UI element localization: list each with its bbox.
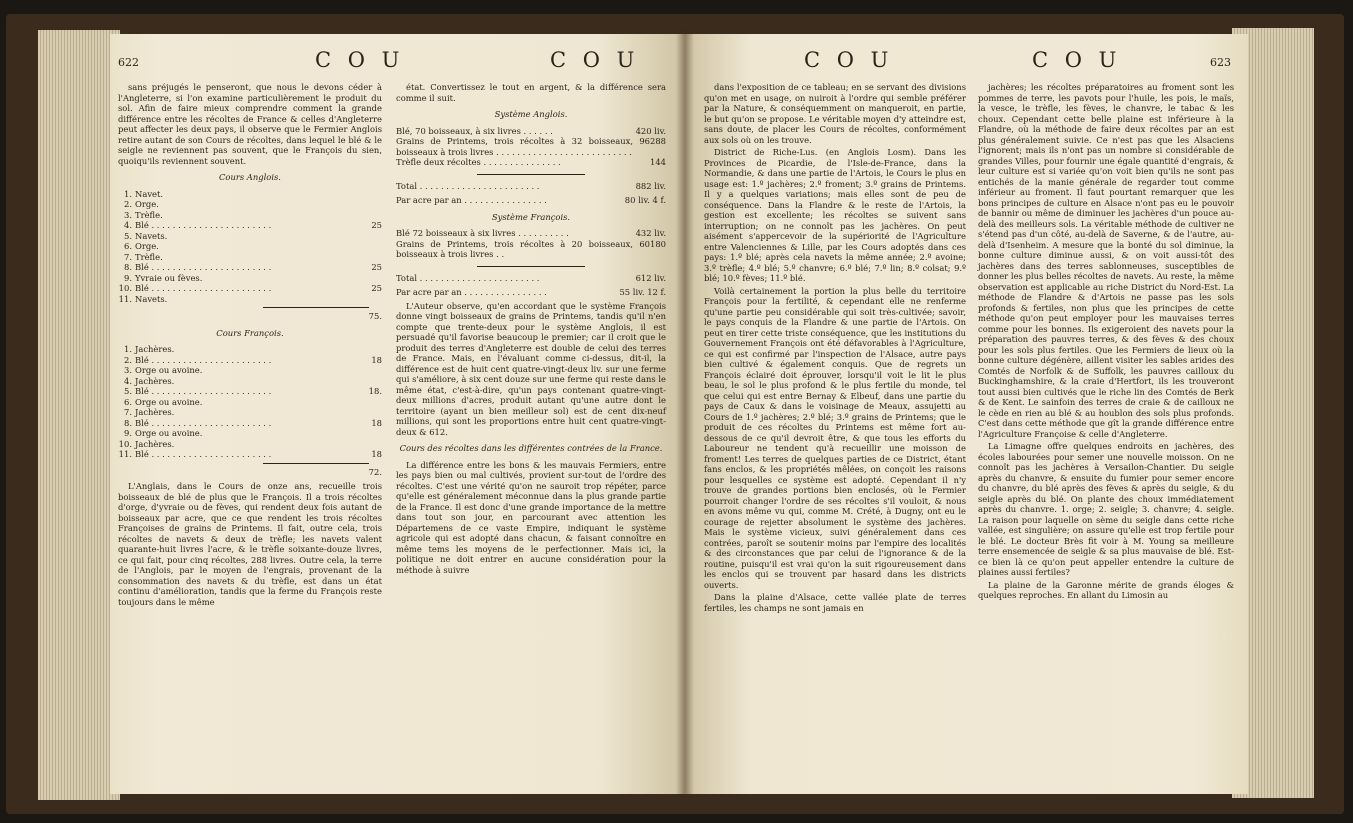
body-paragraph: jachères; les récoltes préparatoires au froment sont les pommes de terre, les pavots pour l'huile, les pois, le maïs, la vesce, le trèfle, les fèves, le chanvre, le tabac & les choux. Cependant cette belle plaine est inférieure à la Flandre, où la méthode de faire deux récoltes par an est plus généralement suivie. Ce n'est pas que les Alsaciens l'ignorent; mais ils n'ont pas un nombre si considérable de grandes Villes, pour fournir une égale quantité d'engrais, & leur culture est si variée qu'on voit bien qu'ils ne sont pas entichés de la manie générale de regarder tout comme inférieur au froment. Il faut pourtant remarquer que les bons principes de culture en Alsace n'ont pas eu le pouvoir de bannir ou même de diminuer les jachères d'un pouce au-delà des meilleurs sols. La véritable méthode de cultiver ne s'étend pas d'un côté, au-delà de Saverne, & de l'autre, au-delà d'Isenheim. A mesure que la bonté du sol diminue, la bonne culture diminue aussi, & on voit aussi-tôt des jachères dans des terres sablonneuses, susceptibles de donner les plus belles récoltes de navets. Au reste, la même observation est applicable au riche District du Nord-Est. La méthode de Flandre & d'Artois ne passe pas les sols profonds & fertiles, non plus que les principes de cette méthode qu'on peut employer pour les mauvaises terres comme pour les bonnes. Ils exigeroient des navets pour la préparation des pauvres terres, & des fèves & des choux pour les sols plus fertiles. Que les Fermiers de lieux où la bonne culture dégénère, aillent visiter les sables arides des Comtés de Norfolk & de Suffolk, les pauvres cailloux du Buckinghamshire, & la craie d'Hertfort, ils les trouveront tout aussi bien cultivés que le riche lin des Comtés de Berk & de Kent. Le sainfoin des terres de craie & de cailloux ne le cède en rien au blé & au houblon des sols plus profonds. C'est dans cette méthode que gît la grande différence entre l'Agriculture Françoise & celle d'Angleterre. [978, 82, 1234, 439]
table-row: 8. Blé . . . . . . . . . . . . . . . . . . . . . . . 25 [124, 262, 382, 272]
section-title: Cours des récoltes dans les différentes contrées de la France. [399, 443, 663, 453]
cours-anglois-title: Cours Anglois. [219, 172, 281, 182]
sum-rule [263, 307, 369, 308]
amount-row: Blé, 70 boisseaux, à six livres . . . . . . 420 liv. [396, 125, 666, 136]
body-paragraph: dans l'exposition de ce tableau; en se servant des divisions qu'on met en usage, on nuiroit à l'ordre qui semble préférer par la Nature, & conséquemment on manqueroit, en partie, le but qu'on se propose. Le véritable moyen d'y atteindre est, sans doute, de placer les Cours de récoltes, conformément aux sols où on les trouve. [704, 82, 966, 145]
amount-row: Trèfle deux récoltes . . . . . . . . . . . . . . . 144 [396, 157, 666, 167]
left-page-edges [38, 30, 120, 800]
table-row: 11. Blé . . . . . . . . . . . . . . . . . . . . . . . 18 [118, 449, 382, 459]
sum-rule [263, 463, 369, 464]
left-running-head-2: C O U [550, 48, 640, 72]
systeme-anglois-title: Système Anglois. [494, 109, 568, 119]
right-running-head: C O U [804, 48, 894, 72]
table-row: 10. Jachères. [118, 438, 175, 449]
cours-anglois-table [118, 189, 382, 305]
table-row: 11. Navets. [118, 293, 168, 304]
sum-rule [477, 174, 585, 175]
francois-total: 72. [368, 466, 382, 477]
intro-paragraph: état. Convertissez le tout en argent, & la différence sera comme il suit. [396, 82, 666, 103]
systeme-francois-title: Système François. [491, 211, 571, 222]
sum-rule [477, 266, 585, 267]
body-paragraph: Voilà certainement la portion la plus belle du territoire François pour la fertilité, & cependant elle ne renferme qu'une partie peu considérable qui soit très-cultivée; savoir, le pays conquis de la Flandre & une partie de l'Artois. On peut en tirer cette triste conséquence, que les institutions du Gouvernement François ont été défavorables à l'Agriculture, ce qui est confirmé par l'inspection de l'Alsace, autre pays bien cultivé & également conquis. Que de regrets un François éclairé doit éprouver, lorsqu'il voit le lit le plus beau, le sol le plus profond & le plus fertile du monde, tel que celui qui est entre Bernay & Elbeuf, dans une partie du pays de Caux & dans le voisinage de Meaux, assujetti au Cours de 1.º jachères; 2.º blé; 3.º grains de Printems; que le produit de ces récoltes du Printems est même fort au-dessous de ce qu'il devroit être, & que tous les efforts du Laboureur ne tendent qu'à recueillir une moisson de froment! Les terres de quelques parties de ce District, étant fans enclos, & les propriétés mêlées, on conçoit les raisons pour lesquelles ce système est adopté. Cependant il n'y trouve de grandes portions bien enclosés, où le Fermier pourroit changer l'ordre de ses récoltes s'il vouloit, & nous en avons même vu qui, comme M. Crété, à Dugny, ont eu le courage de rejetter absolument le système des jachères. Mais le système vicieux, suivi généralement dans ces contrées, paroît se soutenir moins par l'empire des localités & des circonstances que par celui de l'ignorance & de la routine, puisqu'il est vrai qu'on la suit rigoureusement dans les enclos qui se trouvent par hasard dans les districts ouverts. [704, 285, 966, 590]
table-row: 5. Navets. [124, 230, 168, 241]
table-row: 4. Jachères. [124, 375, 175, 386]
table-row: 9. Yvraie ou fèves. [124, 272, 203, 283]
cours-francois-table [118, 344, 382, 460]
total-row: Total . . . . . . . . . . . . . . . . . . . . . . . 612 liv. [396, 272, 666, 283]
right-page-number: 623 [1210, 56, 1231, 69]
table-row: 10. Blé . . . . . . . . . . . . . . . . . . . . . . . 25 [118, 283, 382, 293]
left-column-2 [396, 82, 666, 577]
right-running-head-2: C O U [1032, 48, 1122, 72]
intro-paragraph: sans préjugés le penseront, que nous le devons céder à l'Angleterre, si l'on examine particulièrement le produit du sol. Afin de faire mieux comprendre comment la grande différence entre les récoltes de France & celles d'Angleterre peut affecter les deux pays, il observe que le Fermier Anglois retire autant de son Cours de récoltes, dans lequel le blé & le seigle ne reviennent pas souvent, que le François du sien, quoiqu'ils reviennent souvent. [118, 82, 382, 166]
table-row: 5. Blé . . . . . . . . . . . . . . . . . . . . . . . 18. [124, 386, 382, 396]
left-page-number: 622 [118, 56, 139, 69]
table-row: 3. Orge ou avoine. [124, 365, 203, 375]
table-row: 2. Blé . . . . . . . . . . . . . . . . . . . . . . . 18 [124, 354, 382, 365]
table-row: 6. Orge ou avoine. [124, 396, 203, 407]
table-row: 7. Jachères. [124, 407, 175, 417]
table-row: 2. Orge. [124, 199, 159, 209]
table-row: 1. Jachères. [124, 344, 175, 354]
table-row: 3. Trèfle. [124, 209, 163, 220]
per-acre-row: Par acre par an . . . . . . . . . . . . . . . . 80 liv. 4 f. [396, 195, 666, 205]
amount-row: Grains de Printems, trois récoltes à 32 boisseaux, 96 boisseaux à trois livres . . . . . . . . . . . . . . . . . . . . . . . . . . 288 [396, 136, 666, 157]
table-row: 9. Orge ou avoine. [124, 428, 203, 438]
right-column-1 [704, 82, 966, 615]
body-paragraph: L'Auteur observe, qu'en accordant que le système François donne vingt boisseaux de grains de Printems, tandis qu'il n'en compte que trente-deux pour le système Anglois, il est persuadé qu'il favorise beaucoup le premier; car il croit que le produit des terres d'Angleterre est double de celui des terres de France. Mais, en l'évaluant comme ci-dessus, dit-il, la différence est de huit cent quatre-vingt-deux liv. sur une ferme qui s'améliore, à six cent douze sur une ferme qui reste dans le même état, c'est-à-dire, qu'un pays contenant quatre-vingt-deux millions d'acres, produit autant qu'une autre dont le territoire (ayant un bien meilleur sol) est de cent dix-neuf millions, qui sont les proportions entre huit cent quatre-vingt-deux & 612. [396, 300, 666, 437]
body-paragraph: L'Anglais, dans le Cours de onze ans, recueille trois boisseaux de blé de plus que le François. Il a trois récoltes d'orge, d'yvraie ou de fèves, qui rendent deux fois autant de boisseaux par acre, que ce que rendent les trois récoltes Françoises de grains de Printems. Il fait, outre cela, trois récoltes de navets & deux de trèfle; les navets valent quarante-huit livres l'acre, & le trèfle soixante-douze livres, ce qui fait, pour cinq récoltes, 288 livres. Outre cela, la terre de l'Anglois, par le moyen de l'engrais, provenant de la consommation des navets & du trèfle, est dans un état continu d'amélioration, tandis que la ferme du François reste toujours dans le même [118, 481, 382, 607]
body-paragraph: La différence entre les bons & les mauvais Fermiers, entre les pays bien ou mal cultivés, provient sur-tout de l'ordre des récoltes. C'est une vérité qu'on ne sauroit trop répéter, parce qu'elle est généralement méconnue dans la plus grande partie de la France. Il est donc d'une grande importance de la mettre dans tout son jour, en parcourant avec attention les Départemens de ce vaste Empire, indiquant le système agricole qui est adopté dans chacun, & faisant connoître en même tems les moyens de le perfectionner. Mais ici, la politique ne doit entrer en aucune considération pour la méthode à suivre [396, 459, 666, 575]
table-row: 8. Blé . . . . . . . . . . . . . . . . . . . . . . . 18 [124, 417, 382, 428]
table-row: 4. Blé . . . . . . . . . . . . . . . . . . . . . . . 25 [124, 220, 382, 230]
total-row: Total . . . . . . . . . . . . . . . . . . . . . . . 882 liv. [396, 180, 666, 191]
left-page [110, 34, 684, 794]
body-paragraph: La plaine de la Garonne mérite de grands éloges & quelques reproches. En allant du Limosin au [978, 579, 1234, 600]
anglois-total: 75. [368, 311, 382, 321]
table-row: 7. Trèfle. [124, 251, 163, 262]
right-column-2 [978, 82, 1234, 603]
book-gutter [676, 30, 694, 798]
left-column-1 [118, 82, 382, 609]
body-paragraph: Dans la plaine d'Alsace, cette vallée plate de terres fertiles, les champs ne sont jamais en [704, 592, 966, 613]
body-paragraph: District de Riche-Lus. (en Anglois Losm). Dans les Provinces de Picardie, de l'Isle-de-France, dans la Normandie, & dans une partie de l'Artois, le Cours le plus en usage est: 1.º jachères; 2.º froment; 3.º grains de Printems. Il y a quelques variations; mais elles sont de peu de conséquence. Dans la Flandre & le reste de l'Artois, la gestion est excellente; les récoltes se suivent sans interruption; on ne connoît pas les jachères. On peut aisément s'appercevoir de la supériorité de l'Agriculture entre Valenciennes & Lille, par les Cours adoptés dans ces pays: 1.º blé; après cela navets la même année; 2.º avoine; 3.º trèfle; 4.º blé; 5.º chanvre; 6.º blé; 7.º lin; 8.º colsat; 9.º blé; 10.º fèves; 11.º blé. [704, 147, 966, 283]
right-page [684, 34, 1248, 794]
per-acre-row: Par acre par an . . . . . . . . . . . . . . . . 55 liv. 12 f. [396, 287, 666, 297]
cours-francois-title: Cours François. [216, 327, 284, 338]
table-row: 1. Navet. [124, 188, 164, 199]
amount-row: Grains de Printems, trois récoltes à 20 boisseaux, 60 boisseaux à trois livres . . 180 [396, 238, 666, 259]
table-row: 6. Orge. [124, 241, 159, 251]
amount-row: Blé 72 boisseaux à six livres . . . . . . . . . . 432 liv. [396, 228, 666, 238]
left-running-head: C O U [315, 48, 405, 72]
body-paragraph: La Limagne offre quelques endroits en jachères, des écoles labourées pour semer une nouvelle moisson. On ne connoît pas les jachères à Versailon-Chantier. Du seigle après du chanvre, & ensuite du fumier pour semer encore du chanvre, du blé après des fèves & après du seigle, & du seigle après du blé. On plante des choux immédiatement après du chanvre. 1. orge; 2. seigle; 3. chanvre; 4. seigle. La raison pour laquelle on sème du seigle dans cette riche vallée, est singulière; on assure qu'elle est trop fertile pour le blé. Le docteur Brès fit voir à M. Young sa meilleure terre ensemencée de seigle & sa plus mauvaise de blé. Est-ce bien là ce qu'on peut appeller entendre la culture de plaines aussi fertiles? [978, 441, 1234, 577]
